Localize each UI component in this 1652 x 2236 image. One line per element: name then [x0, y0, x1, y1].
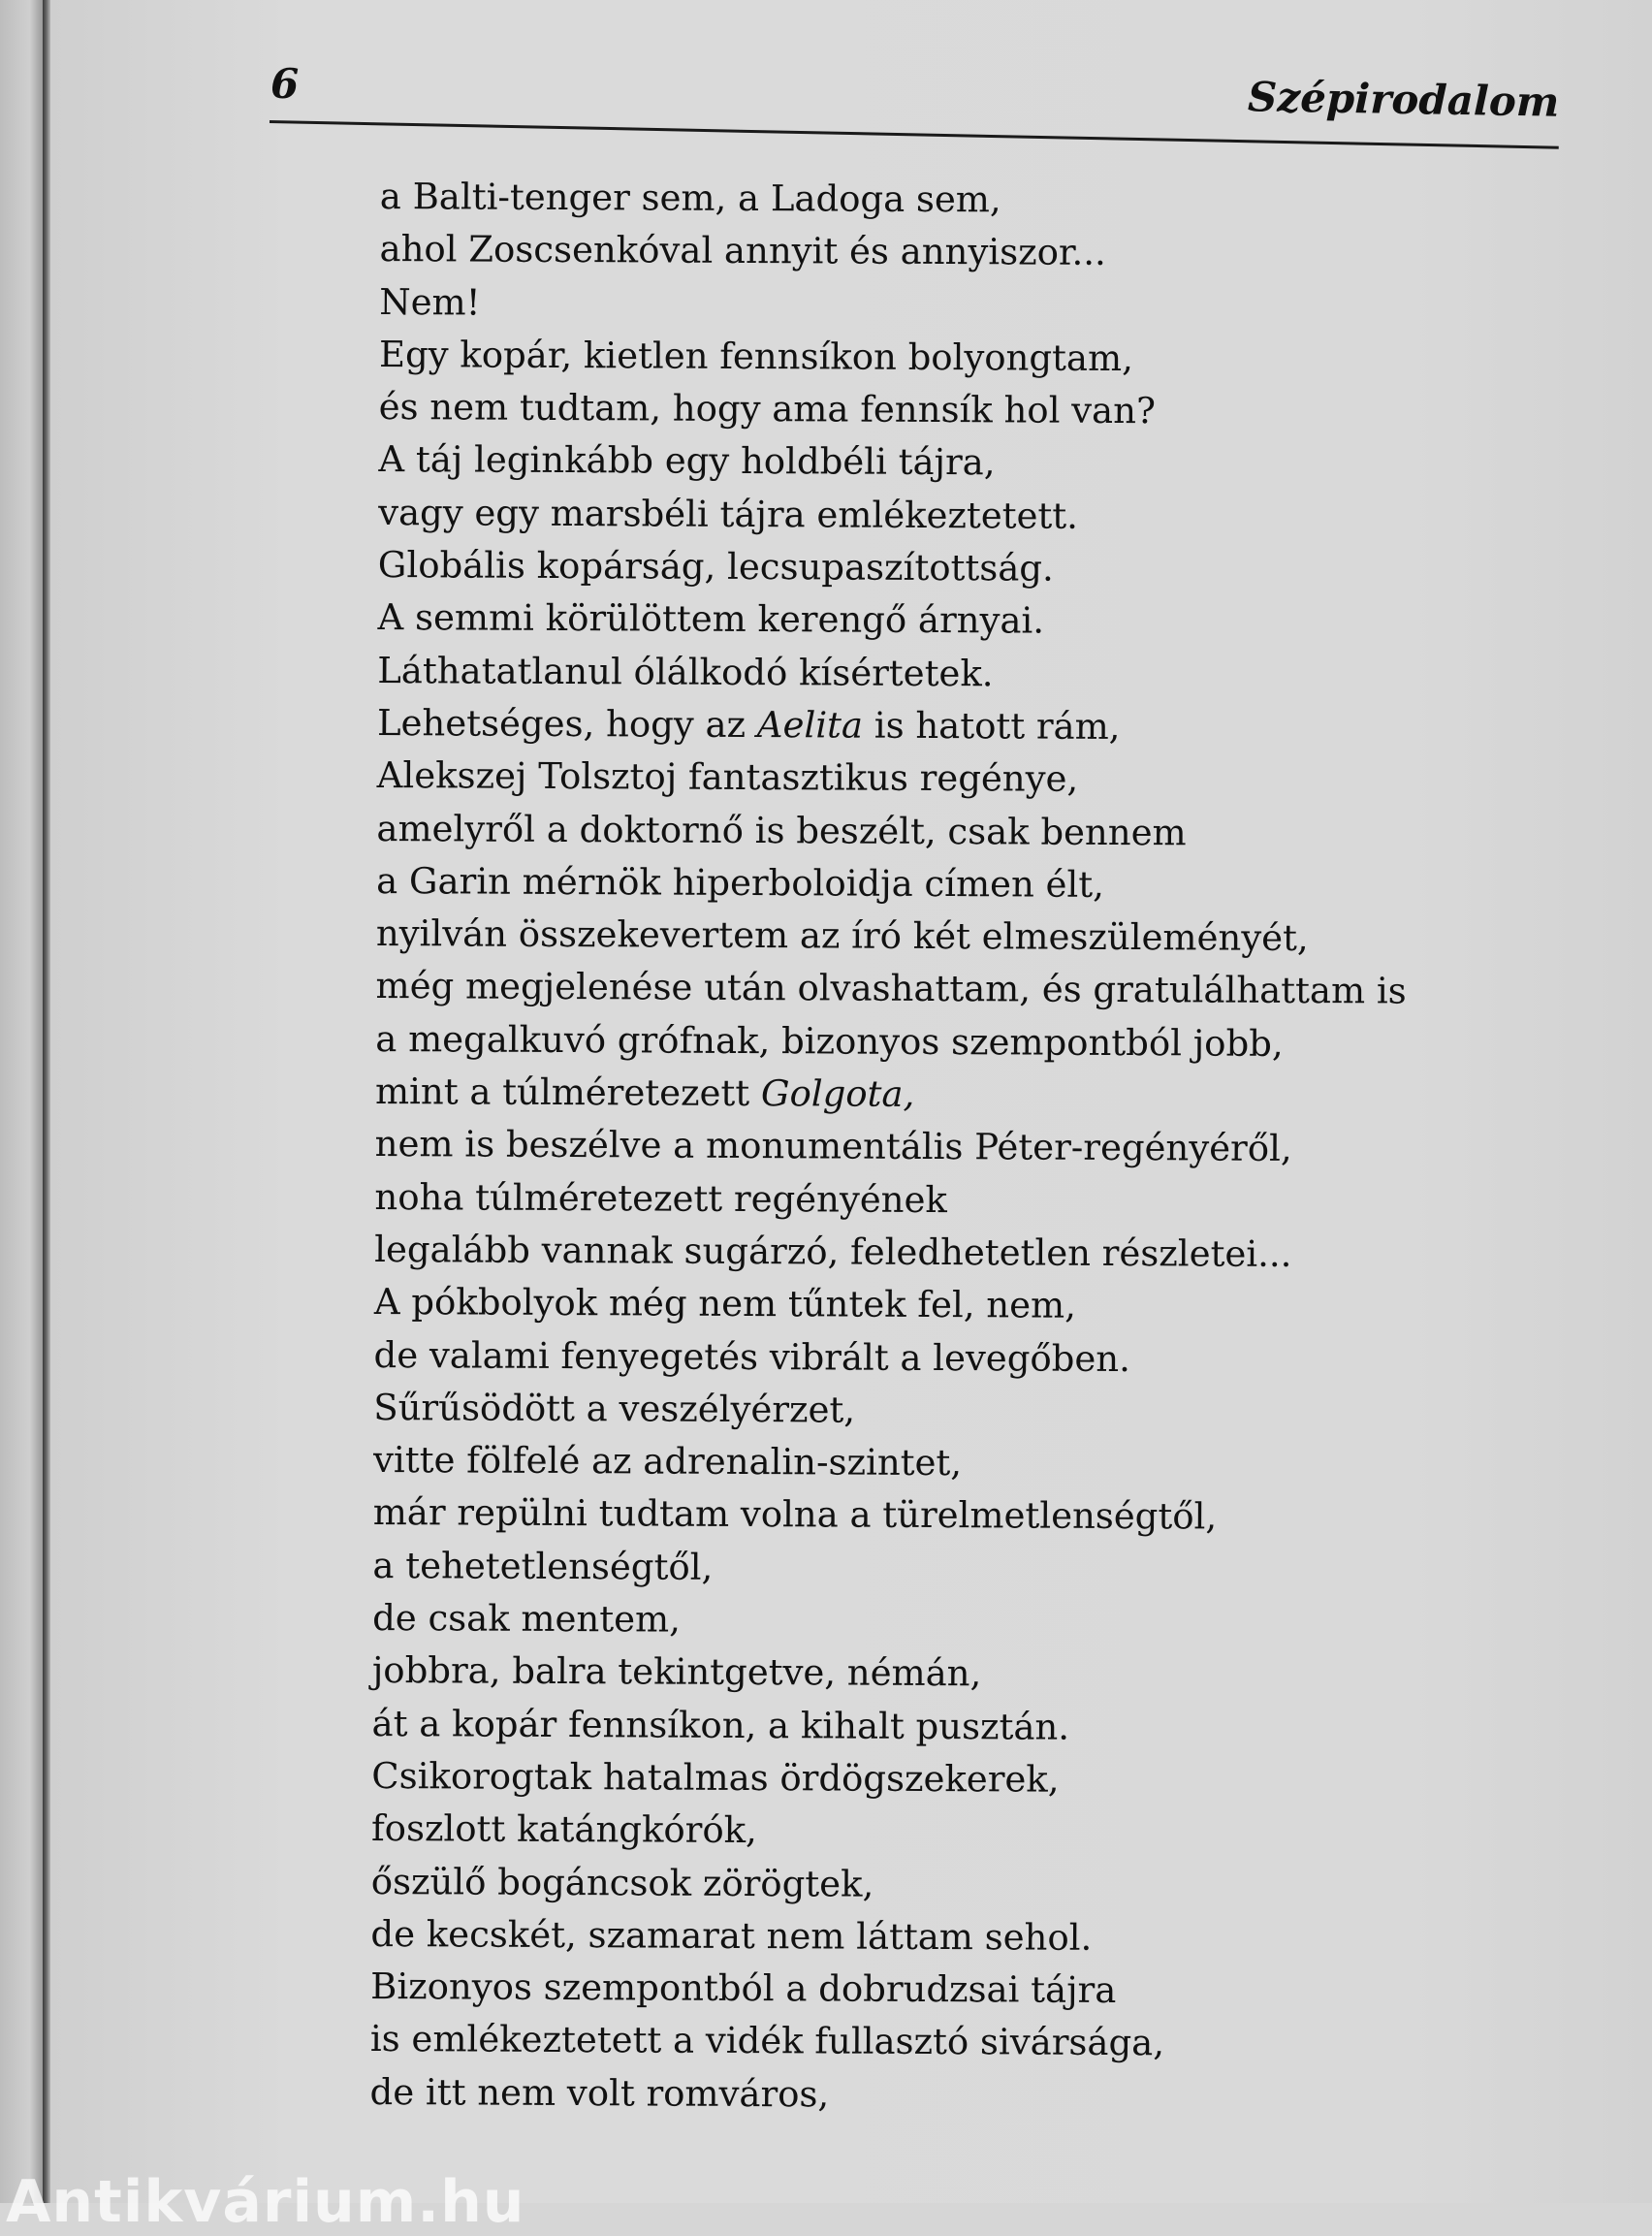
watermark: Antikvárium.hu: [6, 2168, 525, 2236]
text-segment: A táj leginkább egy holdbéli tájra,: [378, 438, 995, 483]
text-line: [379, 276, 1410, 335]
poem-body: [369, 171, 1411, 2124]
text-line: [370, 1961, 1401, 2019]
text-line: [376, 855, 1407, 913]
facing-page-edge: [0, 0, 43, 2203]
text-segment: Globális kopárság, lecsupaszítottság.: [378, 544, 1054, 590]
text-segment: Alekszej Tolsztoj fantasztikus regénye,: [377, 754, 1079, 800]
text-segment: noha túlméretezett regényének: [374, 1176, 947, 1221]
italic-title: Golgota,: [761, 1072, 915, 1115]
text-segment: nyilván összekevertem az író két elmeszüleményét,: [376, 912, 1309, 959]
text-segment: amelyről a doktornő is beszélt, csak bennem: [376, 808, 1186, 853]
book-binding-gutter: [43, 0, 50, 2203]
text-segment: mint a túlméretezett: [375, 1070, 761, 1114]
text-segment: Lehetséges, hogy az: [377, 702, 757, 746]
page-number: 6: [270, 60, 299, 108]
text-segment: is emlékeztetett a vidék fullasztó sivársága,: [370, 2018, 1164, 2063]
running-head: Szépirodalom: [1247, 73, 1559, 126]
text-segment: vagy egy marsbéli tájra emlékeztetett.: [378, 492, 1078, 537]
text-segment: Bizonyos szempontból a dobrudzsai tájra: [370, 1965, 1116, 2011]
text-line: [375, 1066, 1406, 1124]
text-segment: a tehetetlenségtől,: [372, 1545, 713, 1588]
text-line: [371, 1855, 1402, 1913]
text-line: [378, 433, 1409, 492]
text-segment: vitte fölfelé az adrenalin-szintet,: [373, 1439, 962, 1484]
text-line: [377, 697, 1408, 755]
text-line: [377, 645, 1408, 703]
text-segment: jobbra, balra tekintgetve, némán,: [372, 1649, 982, 1694]
text-segment: át a kopár fennsíkon, a kihalt pusztán.: [372, 1703, 1070, 1748]
text-line: [373, 1382, 1404, 1440]
text-segment: Sűrűsödött a veszélyérzet,: [373, 1387, 855, 1431]
text-line: [373, 1434, 1404, 1492]
text-segment: de itt nem volt romváros,: [370, 2071, 830, 2115]
text-segment: őszülő bogáncsok zörögtek,: [371, 1860, 874, 1904]
italic-title: Aelita: [757, 704, 863, 747]
text-line: [370, 2013, 1401, 2071]
text-line: [372, 1645, 1403, 1703]
text-line: [370, 1908, 1401, 1966]
text-segment: de kecskét, szamarat nem láttam sehol.: [370, 1913, 1092, 1959]
text-line: [371, 1803, 1402, 1861]
text-line: [378, 487, 1409, 545]
text-segment: Nem!: [379, 281, 480, 324]
text-line: [374, 1224, 1405, 1282]
text-line: [379, 381, 1410, 439]
text-segment: legalább vannak sugárzó, feledhetetlen részletei...: [374, 1229, 1291, 1275]
text-segment: A semmi körülöttem kerengő árnyai.: [377, 596, 1044, 642]
text-segment: még megjelenése után olvashattam, és gratulálhattam is: [375, 965, 1406, 1012]
text-segment: a Garin mérnök hiperboloidja címen élt,: [376, 860, 1104, 906]
text-line: [376, 908, 1407, 966]
text-segment: és nem tudtam, hogy ama fennsík hol van?: [379, 386, 1156, 431]
text-segment: a Balti-tenger sem, a Ladoga sem,: [380, 176, 1001, 220]
text-line: [374, 1171, 1405, 1230]
text-segment: nem is beszélve a monumentális Péter-regényéről,: [375, 1123, 1292, 1169]
text-segment: A pókbolyok még nem tűntek fel, nem,: [374, 1281, 1076, 1326]
text-line: [379, 223, 1410, 281]
text-segment: ahol Zoscsenkóval annyit és annyiszor...: [379, 228, 1105, 273]
text-line: [374, 1276, 1405, 1334]
text-segment: Egy kopár, kietlen fennsíkon bolyongtam,: [379, 334, 1133, 379]
text-segment: a megalkuvó grófnak, bizonyos szempontból jobb,: [375, 1018, 1284, 1065]
text-line: [377, 591, 1408, 650]
text-line: [373, 1486, 1404, 1545]
text-line: [373, 1329, 1404, 1388]
text-line: [371, 1750, 1402, 1808]
text-line: [372, 1592, 1403, 1650]
text-segment: már repülni tudtam volna a türelmetlenségtől,: [373, 1491, 1218, 1538]
text-line: [376, 803, 1407, 861]
text-line: [375, 1013, 1406, 1071]
text-segment: Láthatatlanul ólálkodó kísértetek.: [377, 650, 994, 694]
text-segment: de valami fenyegetés vibrált a levegőben.: [373, 1334, 1130, 1380]
text-line: [369, 2066, 1400, 2124]
text-segment: Csikorogtak hatalmas ördögszekerek,: [371, 1755, 1059, 1801]
text-segment: is hatott rám,: [863, 705, 1121, 748]
text-line: [380, 171, 1411, 229]
text-line: [371, 1698, 1402, 1756]
text-line: [375, 1118, 1406, 1176]
text-segment: de csak mentem,: [372, 1597, 681, 1641]
text-line: [377, 750, 1408, 808]
text-line: [375, 960, 1406, 1018]
text-line: [378, 539, 1409, 597]
text-line: [379, 329, 1410, 387]
text-line: [372, 1540, 1403, 1598]
text-segment: foszlott katángkórók,: [371, 1807, 757, 1851]
